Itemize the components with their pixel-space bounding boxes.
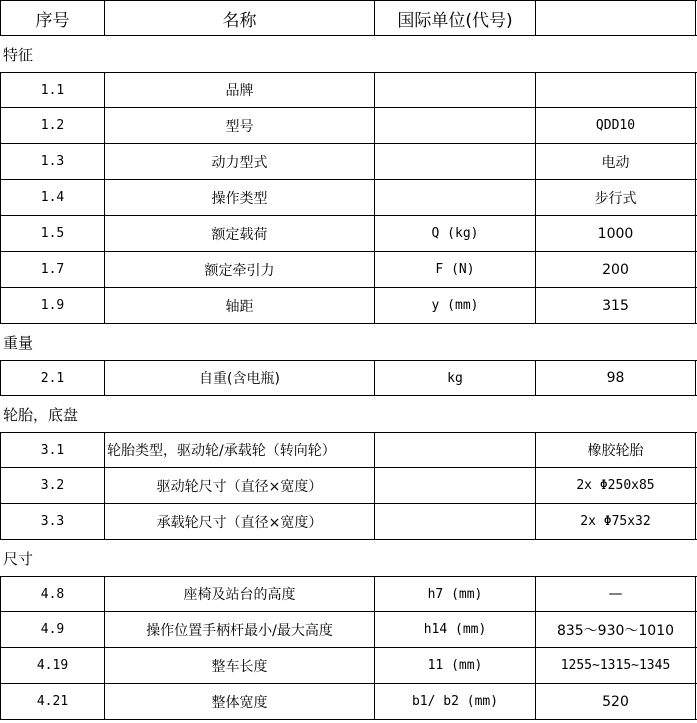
row-no: 4.8 [0,577,104,611]
row-value: 520 [535,684,696,719]
row-unit: 11 (mm) [374,648,535,683]
row-no: 4.21 [0,684,104,719]
row-unit: kg [374,361,535,395]
row-value: 98 [535,361,696,395]
row-name: 承载轮尺寸（直径×宽度） [104,504,374,539]
row-value: 1000 [535,216,696,251]
row-value: 315 [535,288,696,323]
row-name: 品牌 [104,73,374,107]
row-unit [374,144,535,179]
table-row [0,360,697,396]
row-no: 4.19 [0,648,104,683]
row-name: 轮胎类型，驱动轮/承载轮（转向轮） [104,433,374,467]
row-unit [374,180,535,215]
row-value: 步行式 [535,180,696,215]
row-unit [374,73,535,107]
row-no: 1.4 [0,180,104,215]
row-name: 整体宽度 [104,684,374,719]
row-name: 型号 [104,108,374,143]
row-unit [374,468,535,503]
row-value: 2x Φ250x85 [535,468,696,503]
row-name: 动力型式 [104,144,374,179]
row-unit: y (mm) [374,288,535,323]
row-unit [374,108,535,143]
row-name: 额定载荷 [104,216,374,251]
row-unit: h7 (mm) [374,577,535,611]
row-value: 2x Φ75x32 [535,504,696,539]
table-row [0,288,697,324]
table-row [0,252,697,288]
row-name: 整车长度 [104,648,374,683]
row-name: 自重(含电瓶) [104,361,374,395]
row-unit: h14 (mm) [374,612,535,647]
table-row [0,684,697,720]
row-value: — [535,577,696,611]
header-no: 序号 [0,1,104,35]
table-header-row [0,0,697,36]
row-unit: F (N) [374,252,535,287]
header-name: 名称 [104,1,374,35]
row-no: 3.2 [0,468,104,503]
section-title: 轮胎，底盘 [3,405,79,424]
row-no: 3.3 [0,504,104,539]
row-no: 1.5 [0,216,104,251]
row-no: 4.9 [0,612,104,647]
row-value: 橡胶轮胎 [535,433,696,467]
table-row [0,576,697,612]
table-row [0,504,697,540]
row-no: 3.1 [0,433,104,467]
row-unit: b1/ b2 (mm) [374,684,535,719]
row-value: 200 [535,252,696,287]
row-name: 座椅及站台的高度 [104,577,374,611]
table-row [0,612,697,648]
row-name: 轴距 [104,288,374,323]
row-unit [374,504,535,539]
row-no: 1.9 [0,288,104,323]
row-name: 驱动轮尺寸（直径×宽度） [104,468,374,503]
table-row [0,72,697,108]
header-value [535,1,696,35]
table-row [0,216,697,252]
row-name: 操作类型 [104,180,374,215]
table-row [0,432,697,468]
row-no: 1.3 [0,144,104,179]
header-unit: 国际单位(代号) [374,1,535,35]
section-title: 重量 [3,333,34,352]
row-no: 2.1 [0,361,104,395]
row-value: 835～930～1010 [535,612,696,647]
table-row [0,180,697,216]
row-no: 1.7 [0,252,104,287]
section-title: 尺寸 [3,549,34,568]
table-row [0,468,697,504]
table-row [0,648,697,684]
row-name: 额定牵引力 [104,252,374,287]
row-value: QDD10 [535,108,696,143]
row-unit [374,433,535,467]
row-value: 电动 [535,144,696,179]
row-no: 1.1 [0,73,104,107]
table-row [0,108,697,144]
row-value [535,73,696,107]
row-value: 1255~1315~1345 [535,648,696,683]
row-unit: Q (kg) [374,216,535,251]
row-no: 1.2 [0,108,104,143]
table-row [0,144,697,180]
row-name: 操作位置手柄杆最小/最大高度 [104,612,374,647]
section-title: 特征 [3,45,34,64]
